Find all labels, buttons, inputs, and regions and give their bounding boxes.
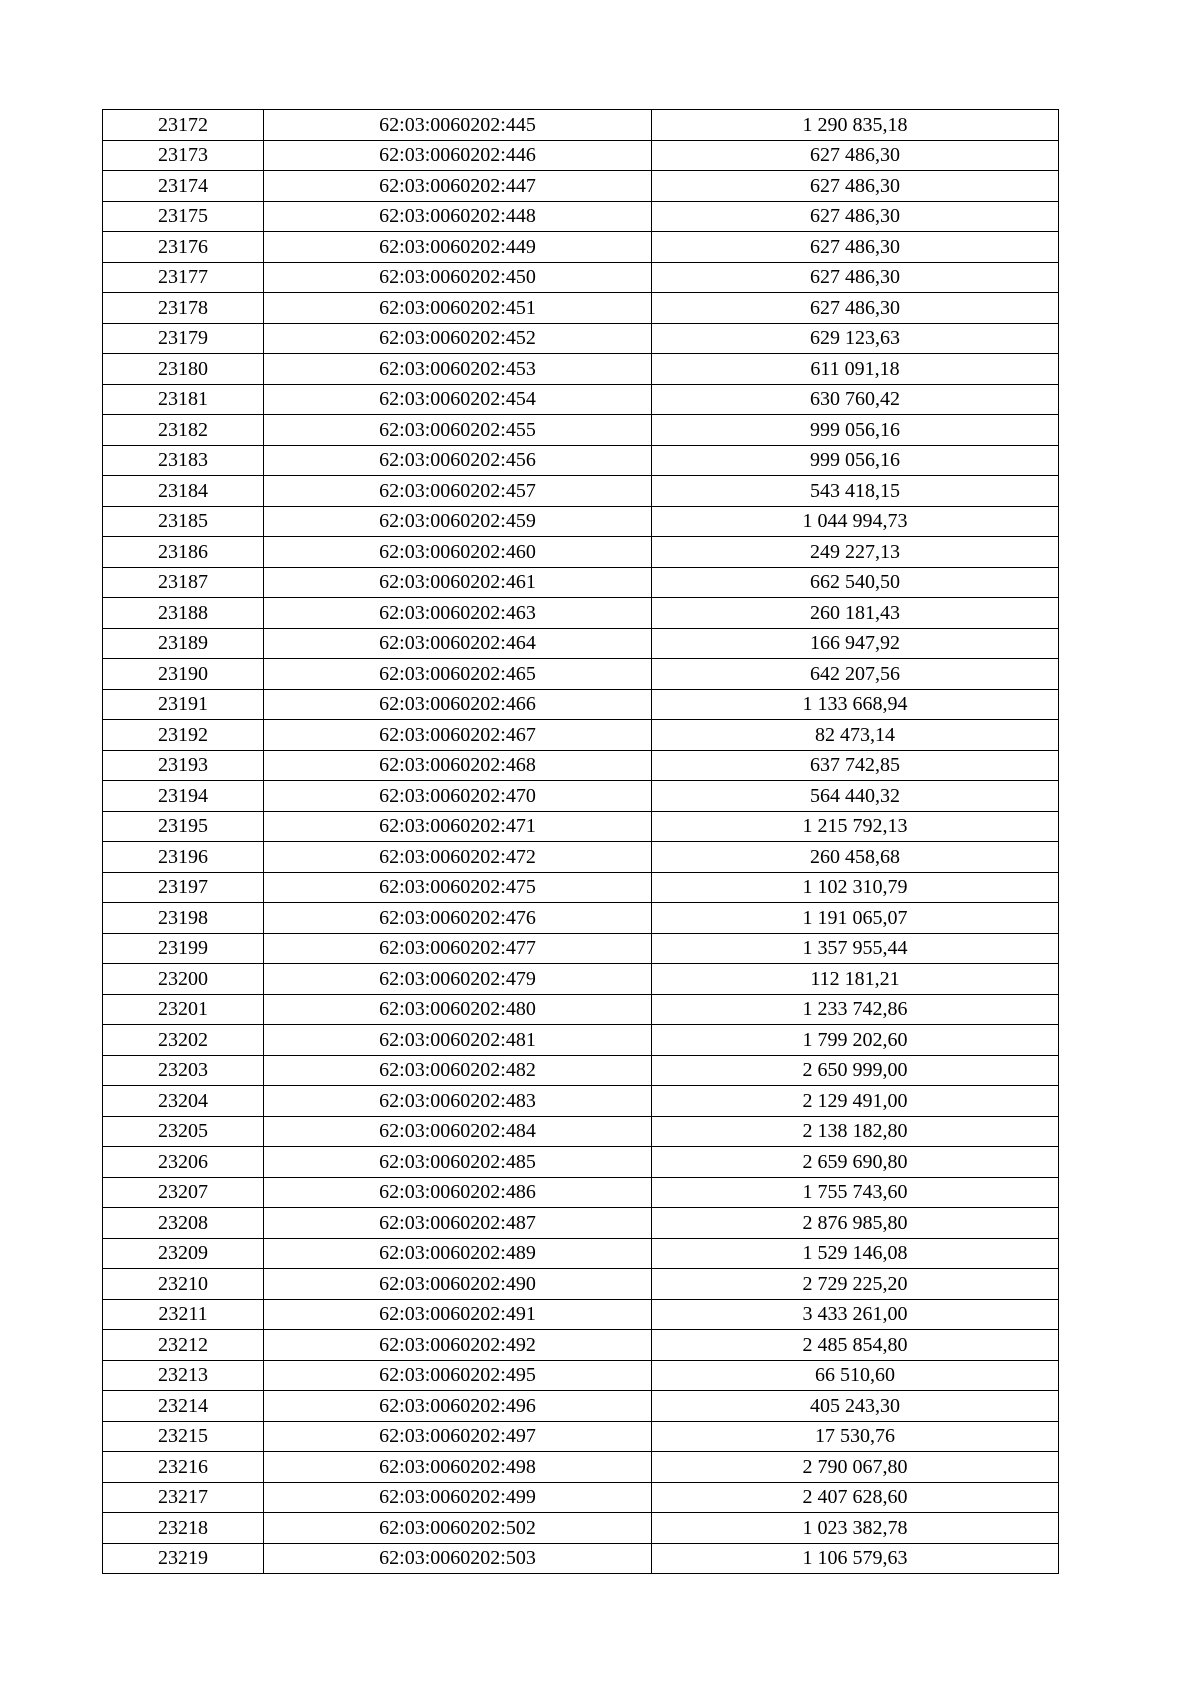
cadastral-number-cell: 62:03:0060202:495 <box>264 1360 652 1391</box>
row-number-cell: 23201 <box>103 994 264 1025</box>
table-row <box>103 323 1059 354</box>
table-row <box>103 1086 1059 1117</box>
row-number-cell: 23205 <box>103 1116 264 1147</box>
row-number-cell: 23173 <box>103 140 264 171</box>
cadastral-value-cell: 2 650 999,00 <box>652 1055 1059 1086</box>
row-number-cell: 23204 <box>103 1086 264 1117</box>
cadastral-number-cell: 62:03:0060202:481 <box>264 1025 652 1056</box>
cadastral-value-cell: 627 486,30 <box>652 232 1059 263</box>
table-row <box>103 1238 1059 1269</box>
table-row <box>103 720 1059 751</box>
row-number-cell: 23184 <box>103 476 264 507</box>
row-number-cell: 23207 <box>103 1177 264 1208</box>
table-row <box>103 842 1059 873</box>
cadastral-number-cell: 62:03:0060202:499 <box>264 1482 652 1513</box>
table-row <box>103 1269 1059 1300</box>
cadastral-value-cell: 1 799 202,60 <box>652 1025 1059 1056</box>
cadastral-number-cell: 62:03:0060202:477 <box>264 933 652 964</box>
cadastral-number-cell: 62:03:0060202:449 <box>264 232 652 263</box>
cadastral-number-cell: 62:03:0060202:464 <box>264 628 652 659</box>
cadastral-value-cell: 1 215 792,13 <box>652 811 1059 842</box>
cadastral-number-cell: 62:03:0060202:465 <box>264 659 652 690</box>
cadastral-number-cell: 62:03:0060202:503 <box>264 1543 652 1574</box>
row-number-cell: 23181 <box>103 384 264 415</box>
table-row <box>103 1055 1059 1086</box>
table-row <box>103 415 1059 446</box>
table-row <box>103 1177 1059 1208</box>
cadastral-value-cell: 1 133 668,94 <box>652 689 1059 720</box>
cadastral-value-cell: 1 023 382,78 <box>652 1513 1059 1544</box>
cadastral-value-cell: 1 044 994,73 <box>652 506 1059 537</box>
cadastral-value-cell: 1 357 955,44 <box>652 933 1059 964</box>
table-row <box>103 140 1059 171</box>
row-number-cell: 23200 <box>103 964 264 995</box>
cadastral-number-cell: 62:03:0060202:491 <box>264 1299 652 1330</box>
table-row <box>103 689 1059 720</box>
table-row <box>103 1482 1059 1513</box>
row-number-cell: 23218 <box>103 1513 264 1544</box>
cadastral-number-cell: 62:03:0060202:498 <box>264 1452 652 1483</box>
cadastral-value-cell: 405 243,30 <box>652 1391 1059 1422</box>
table-body <box>103 110 1059 1574</box>
cadastral-number-cell: 62:03:0060202:452 <box>264 323 652 354</box>
row-number-cell: 23203 <box>103 1055 264 1086</box>
row-number-cell: 23217 <box>103 1482 264 1513</box>
cadastral-value-cell: 564 440,32 <box>652 781 1059 812</box>
cadastral-number-cell: 62:03:0060202:456 <box>264 445 652 476</box>
table-row <box>103 354 1059 385</box>
table-row <box>103 1513 1059 1544</box>
row-number-cell: 23199 <box>103 933 264 964</box>
cadastral-number-cell: 62:03:0060202:460 <box>264 537 652 568</box>
row-number-cell: 23210 <box>103 1269 264 1300</box>
row-number-cell: 23177 <box>103 262 264 293</box>
row-number-cell: 23186 <box>103 537 264 568</box>
row-number-cell: 23174 <box>103 171 264 202</box>
table-row <box>103 1116 1059 1147</box>
row-number-cell: 23195 <box>103 811 264 842</box>
cadastral-number-cell: 62:03:0060202:467 <box>264 720 652 751</box>
cadastral-number-cell: 62:03:0060202:502 <box>264 1513 652 1544</box>
cadastral-number-cell: 62:03:0060202:461 <box>264 567 652 598</box>
cadastral-value-cell: 249 227,13 <box>652 537 1059 568</box>
table-row <box>103 903 1059 934</box>
cadastral-number-cell: 62:03:0060202:453 <box>264 354 652 385</box>
row-number-cell: 23178 <box>103 293 264 324</box>
cadastral-value-cell: 1 529 146,08 <box>652 1238 1059 1269</box>
cadastral-number-cell: 62:03:0060202:450 <box>264 262 652 293</box>
cadastral-number-cell: 62:03:0060202:468 <box>264 750 652 781</box>
cadastral-number-cell: 62:03:0060202:445 <box>264 110 652 141</box>
row-number-cell: 23209 <box>103 1238 264 1269</box>
cadastral-value-cell: 82 473,14 <box>652 720 1059 751</box>
table-row <box>103 1025 1059 1056</box>
row-number-cell: 23215 <box>103 1421 264 1452</box>
table-row <box>103 1208 1059 1239</box>
table-row <box>103 232 1059 263</box>
cadastral-value-cell: 3 433 261,00 <box>652 1299 1059 1330</box>
cadastral-number-cell: 62:03:0060202:486 <box>264 1177 652 1208</box>
row-number-cell: 23180 <box>103 354 264 385</box>
cadastral-number-cell: 62:03:0060202:485 <box>264 1147 652 1178</box>
cadastral-number-cell: 62:03:0060202:492 <box>264 1330 652 1361</box>
table-row <box>103 1391 1059 1422</box>
cadastral-number-cell: 62:03:0060202:484 <box>264 1116 652 1147</box>
cadastral-value-table <box>102 109 1059 1574</box>
table-row <box>103 1147 1059 1178</box>
cadastral-number-cell: 62:03:0060202:459 <box>264 506 652 537</box>
cadastral-number-cell: 62:03:0060202:483 <box>264 1086 652 1117</box>
row-number-cell: 23182 <box>103 415 264 446</box>
cadastral-number-cell: 62:03:0060202:475 <box>264 872 652 903</box>
cadastral-value-cell: 2 129 491,00 <box>652 1086 1059 1117</box>
cadastral-number-cell: 62:03:0060202:471 <box>264 811 652 842</box>
cadastral-value-cell: 260 458,68 <box>652 842 1059 873</box>
table-row <box>103 1543 1059 1574</box>
cadastral-value-cell: 166 947,92 <box>652 628 1059 659</box>
cadastral-value-cell: 2 659 690,80 <box>652 1147 1059 1178</box>
cadastral-value-cell: 630 760,42 <box>652 384 1059 415</box>
row-number-cell: 23197 <box>103 872 264 903</box>
cadastral-number-cell: 62:03:0060202:447 <box>264 171 652 202</box>
cadastral-number-cell: 62:03:0060202:479 <box>264 964 652 995</box>
cadastral-number-cell: 62:03:0060202:490 <box>264 1269 652 1300</box>
table-row <box>103 781 1059 812</box>
row-number-cell: 23176 <box>103 232 264 263</box>
cadastral-value-cell: 611 091,18 <box>652 354 1059 385</box>
table-row <box>103 598 1059 629</box>
cadastral-value-cell: 66 510,60 <box>652 1360 1059 1391</box>
table-row <box>103 110 1059 141</box>
cadastral-value-cell: 999 056,16 <box>652 415 1059 446</box>
row-number-cell: 23185 <box>103 506 264 537</box>
table-row <box>103 1299 1059 1330</box>
row-number-cell: 23192 <box>103 720 264 751</box>
cadastral-value-cell: 662 540,50 <box>652 567 1059 598</box>
cadastral-value-cell: 627 486,30 <box>652 201 1059 232</box>
row-number-cell: 23208 <box>103 1208 264 1239</box>
cadastral-value-cell: 1 755 743,60 <box>652 1177 1059 1208</box>
table-row <box>103 1421 1059 1452</box>
cadastral-value-cell: 1 102 310,79 <box>652 872 1059 903</box>
table-row <box>103 1360 1059 1391</box>
table-row <box>103 537 1059 568</box>
row-number-cell: 23175 <box>103 201 264 232</box>
cadastral-value-cell: 637 742,85 <box>652 750 1059 781</box>
cadastral-value-cell: 1 106 579,63 <box>652 1543 1059 1574</box>
cadastral-number-cell: 62:03:0060202:482 <box>264 1055 652 1086</box>
cadastral-number-cell: 62:03:0060202:463 <box>264 598 652 629</box>
table-row <box>103 964 1059 995</box>
cadastral-value-cell: 999 056,16 <box>652 445 1059 476</box>
table-row <box>103 750 1059 781</box>
cadastral-value-cell: 627 486,30 <box>652 171 1059 202</box>
cadastral-value-cell: 112 181,21 <box>652 964 1059 995</box>
cadastral-value-cell: 642 207,56 <box>652 659 1059 690</box>
cadastral-number-cell: 62:03:0060202:466 <box>264 689 652 720</box>
cadastral-number-cell: 62:03:0060202:497 <box>264 1421 652 1452</box>
table-row <box>103 445 1059 476</box>
cadastral-value-cell: 2 485 854,80 <box>652 1330 1059 1361</box>
row-number-cell: 23216 <box>103 1452 264 1483</box>
row-number-cell: 23212 <box>103 1330 264 1361</box>
table-row <box>103 567 1059 598</box>
table-row <box>103 1452 1059 1483</box>
row-number-cell: 23191 <box>103 689 264 720</box>
table-row <box>103 659 1059 690</box>
table-row <box>103 506 1059 537</box>
cadastral-number-cell: 62:03:0060202:470 <box>264 781 652 812</box>
cadastral-value-cell: 543 418,15 <box>652 476 1059 507</box>
row-number-cell: 23183 <box>103 445 264 476</box>
row-number-cell: 23190 <box>103 659 264 690</box>
cadastral-value-cell: 2 138 182,80 <box>652 1116 1059 1147</box>
cadastral-number-cell: 62:03:0060202:454 <box>264 384 652 415</box>
cadastral-value-cell: 627 486,30 <box>652 293 1059 324</box>
cadastral-value-cell: 260 181,43 <box>652 598 1059 629</box>
cadastral-value-cell: 17 530,76 <box>652 1421 1059 1452</box>
table-row <box>103 293 1059 324</box>
cadastral-value-cell: 1 233 742,86 <box>652 994 1059 1025</box>
cadastral-number-cell: 62:03:0060202:455 <box>264 415 652 446</box>
cadastral-number-cell: 62:03:0060202:451 <box>264 293 652 324</box>
table-row <box>103 476 1059 507</box>
cadastral-value-cell: 2 790 067,80 <box>652 1452 1059 1483</box>
row-number-cell: 23172 <box>103 110 264 141</box>
table-row <box>103 201 1059 232</box>
table-row <box>103 628 1059 659</box>
row-number-cell: 23198 <box>103 903 264 934</box>
row-number-cell: 23189 <box>103 628 264 659</box>
cadastral-value-cell: 627 486,30 <box>652 140 1059 171</box>
row-number-cell: 23213 <box>103 1360 264 1391</box>
table-row <box>103 933 1059 964</box>
cadastral-number-cell: 62:03:0060202:489 <box>264 1238 652 1269</box>
row-number-cell: 23202 <box>103 1025 264 1056</box>
row-number-cell: 23214 <box>103 1391 264 1422</box>
table-row <box>103 872 1059 903</box>
cadastral-number-cell: 62:03:0060202:448 <box>264 201 652 232</box>
row-number-cell: 23193 <box>103 750 264 781</box>
row-number-cell: 23196 <box>103 842 264 873</box>
row-number-cell: 23194 <box>103 781 264 812</box>
row-number-cell: 23179 <box>103 323 264 354</box>
cadastral-value-cell: 1 191 065,07 <box>652 903 1059 934</box>
cadastral-value-cell: 2 729 225,20 <box>652 1269 1059 1300</box>
row-number-cell: 23187 <box>103 567 264 598</box>
cadastral-number-cell: 62:03:0060202:487 <box>264 1208 652 1239</box>
row-number-cell: 23188 <box>103 598 264 629</box>
cadastral-value-cell: 1 290 835,18 <box>652 110 1059 141</box>
table-row <box>103 384 1059 415</box>
cadastral-value-cell: 2 407 628,60 <box>652 1482 1059 1513</box>
table-row <box>103 171 1059 202</box>
cadastral-value-cell: 629 123,63 <box>652 323 1059 354</box>
row-number-cell: 23211 <box>103 1299 264 1330</box>
cadastral-value-cell: 2 876 985,80 <box>652 1208 1059 1239</box>
cadastral-number-cell: 62:03:0060202:457 <box>264 476 652 507</box>
cadastral-number-cell: 62:03:0060202:472 <box>264 842 652 873</box>
table-row <box>103 262 1059 293</box>
cadastral-number-cell: 62:03:0060202:446 <box>264 140 652 171</box>
table-row <box>103 994 1059 1025</box>
cadastral-number-cell: 62:03:0060202:496 <box>264 1391 652 1422</box>
table-row <box>103 1330 1059 1361</box>
cadastral-number-cell: 62:03:0060202:480 <box>264 994 652 1025</box>
row-number-cell: 23219 <box>103 1543 264 1574</box>
cadastral-value-cell: 627 486,30 <box>652 262 1059 293</box>
table-row <box>103 811 1059 842</box>
row-number-cell: 23206 <box>103 1147 264 1178</box>
cadastral-number-cell: 62:03:0060202:476 <box>264 903 652 934</box>
